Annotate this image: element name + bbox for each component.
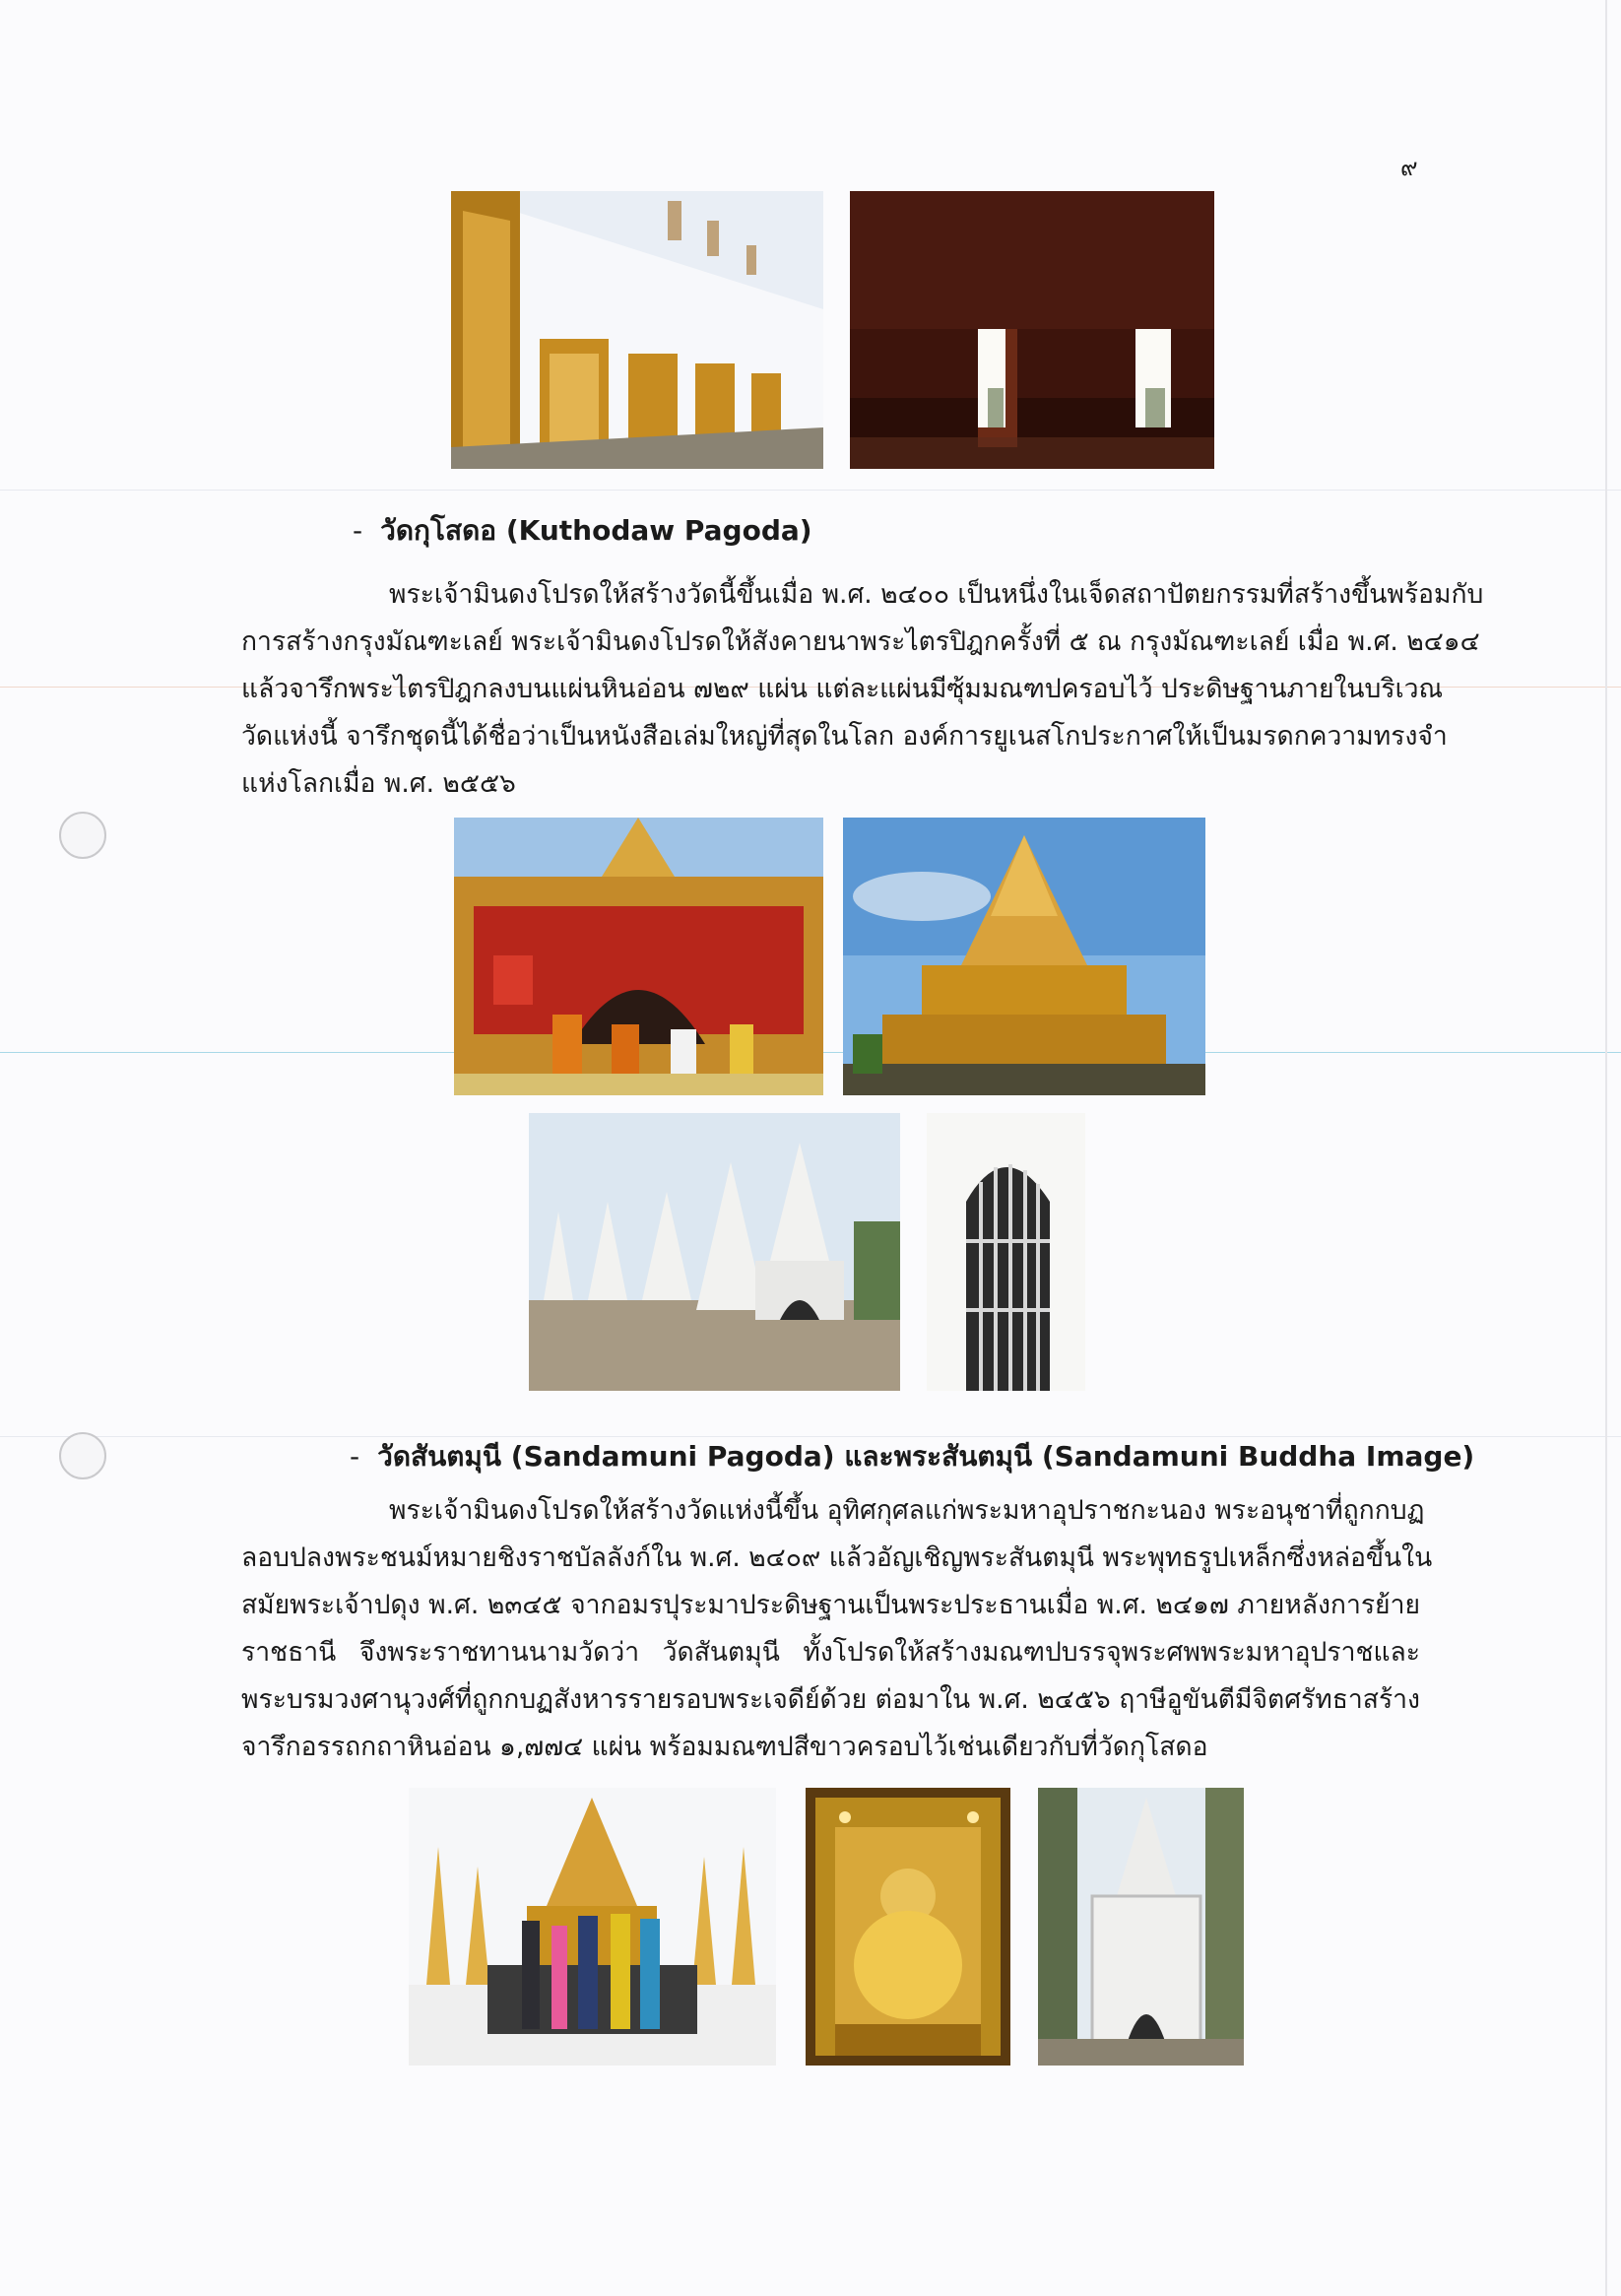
- punch-hole: [59, 812, 106, 859]
- photo-teak-interior: [850, 191, 1214, 469]
- photo-buddha-image: [806, 1788, 1010, 2066]
- photo-arched-window: [927, 1113, 1085, 1391]
- paragraph-line: แห่งโลกเมื่อ พ.ศ. ๒๕๕๖: [241, 768, 516, 799]
- page-edge: [1605, 0, 1607, 2296]
- ruled-line: [0, 490, 1621, 491]
- paragraph-line: วัดแห่งนี้ จารึกชุดนี้ได้ชื่อว่าเป็นหนังสือเล่มใหญ่ที่สุดในโลก องค์การยูเนสโกประกาศให้เป็นมรดกความทรงจำ: [241, 721, 1448, 752]
- paragraph-line: แล้วจารึกพระไตรปิฎกลงบนแผ่นหินอ่อน ๗๒๙ แผ่น แต่ละแผ่นมีซุ้มมณฑปครอบไว้ ประดิษฐานภายในบริเวณ: [241, 674, 1444, 704]
- paragraph-line: ราชธานี จึงพระราชทานนามวัดว่า วัดสันตมุนี ทั้งโปรดให้สร้างมณฑปบรรจุพระศพพระมหาอุปราชและ: [241, 1637, 1420, 1668]
- section-heading-sandamuni: [350, 1435, 1474, 1478]
- heading-text: วัดกุโสดอ (Kuthodaw Pagoda): [380, 514, 812, 547]
- paragraph-line: พระเจ้ามินดงโปรดให้สร้างวัดนี้ขึ้นเมื่อ พ.ศ. ๒๔๐๐ เป็นหนึ่งในเจ็ดสถาปัตยกรรมที่สร้างขึ้นพร้อมกับ: [389, 579, 1484, 610]
- photo-white-mandapa: [1038, 1788, 1244, 2066]
- punch-hole: [59, 1432, 106, 1479]
- heading-text: วัดสันตมุนี (Sandamuni Pagoda) และพระสันตมุนี (Sandamuni Buddha Image): [377, 1440, 1475, 1473]
- photo-golden-stupa: [843, 818, 1205, 1095]
- paragraph-kuthodaw: [241, 571, 1484, 808]
- section-heading-kuthodaw: [353, 509, 812, 553]
- photo-pagoda-gate: [454, 818, 823, 1095]
- paragraph-sandamuni: [241, 1487, 1433, 1771]
- paragraph-line: การสร้างกรุงมัณฑะเลย์ พระเจ้ามินดงโปรดให้สังคายนาพระไตรปิฎกครั้งที่ ๕ ณ กรุงมัณฑะเลย์ เมื่อ พ.ศ. ๒๔๑๔: [241, 626, 1480, 657]
- paragraph-line: จารึกอรรถกถาหินอ่อน ๑,๗๗๔ แผ่น พร้อมมณฑปสีขาวครอบไว้เช่นเดียวกับที่วัดกุโสดอ: [241, 1732, 1208, 1762]
- photo-gilded-wall: [451, 191, 823, 469]
- paragraph-line: ลอบปลงพระชนม์หมายชิงราชบัลลังก์ใน พ.ศ. ๒๔๐๙ แล้วอัญเชิญพระสันตมุนี พระพุทธรูปเหล็กซึ่งหล่อขึ้นใน: [241, 1542, 1433, 1573]
- photo-group-at-stupa: [409, 1788, 776, 2066]
- photo-white-shrines: [529, 1113, 900, 1391]
- paragraph-line: สมัยพระเจ้าปดุง พ.ศ. ๒๓๔๕ จากอมรปุระมาประดิษฐานเป็นพระประธานเมื่อ พ.ศ. ๒๔๑๗ ภายหลังการย้าย: [241, 1590, 1420, 1620]
- page-number: ๙: [1400, 154, 1418, 181]
- bullet-dash: -: [353, 514, 363, 547]
- paragraph-line: พระบรมวงศานุวงศ์ที่ถูกกบฏสังหารรายรอบพระเจดีย์ด้วย ต่อมาใน พ.ศ. ๒๔๕๖ ฤาษีอูขันตีมีจิตศรัทธาสร้าง: [241, 1684, 1420, 1715]
- bullet-dash: -: [350, 1440, 360, 1473]
- paragraph-line: พระเจ้ามินดงโปรดให้สร้างวัดแห่งนี้ขึ้น อุทิศกุศลแก่พระมหาอุปราชกะนอง พระอนุชาที่ถูกกบฏ: [389, 1495, 1425, 1526]
